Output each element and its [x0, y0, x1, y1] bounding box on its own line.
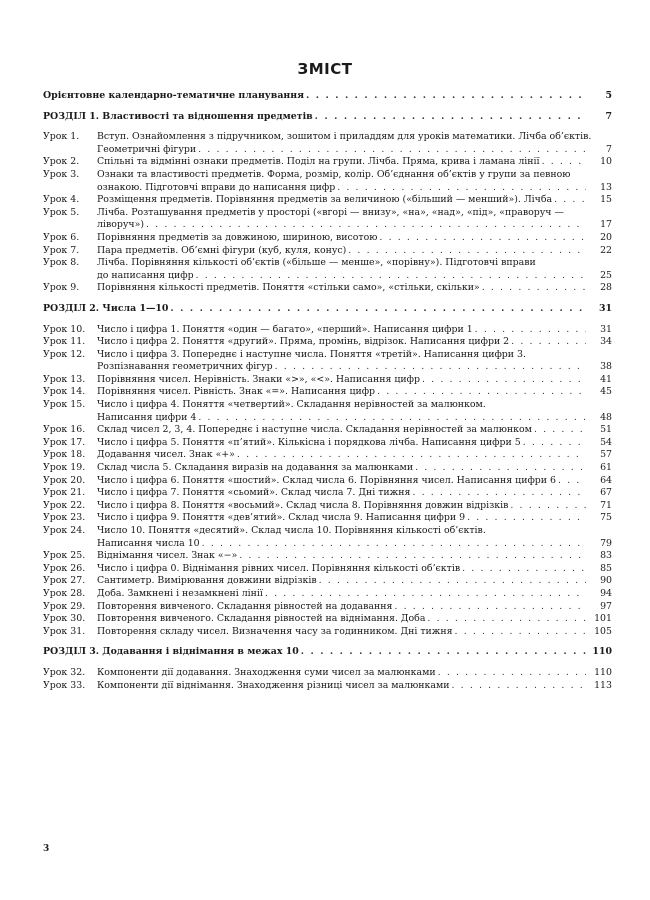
section-heading — [43, 646, 612, 659]
entry-title-line: Сантиметр. Вимірювання довжини відрізків — [97, 575, 317, 587]
section-heading — [43, 111, 612, 124]
toc-entry — [43, 613, 612, 626]
dot-leader — [542, 156, 586, 169]
entry-title-line: РОЗДІЛ 1. Властивості та відношення предметів — [43, 110, 313, 122]
toc-entry — [43, 475, 612, 488]
lesson-label: Урок 24. — [43, 525, 86, 536]
entry-page-number: 7 — [606, 143, 612, 155]
entry-title-line: Число і цифра 3. Попереднє і наступне числа. Поняття «третій». Написання цифри 3. — [97, 348, 526, 360]
lesson-label: Урок 30. — [43, 613, 86, 625]
lesson-label: Урок 26. — [43, 562, 86, 574]
entry-title-line: РОЗДІЛ 2. Числа 1—10 — [43, 302, 169, 314]
lesson-label: Урок 20. — [43, 474, 86, 486]
lesson-label: Урок 32. — [43, 666, 86, 678]
toc-entry — [43, 324, 612, 337]
entry-title-line: Число і цифра 2. Поняття «другий». Пряма, промінь, відрізок. Написання цифри 2 — [97, 336, 510, 348]
dot-leader — [467, 512, 586, 525]
lesson-label: Урок 12. — [43, 348, 86, 360]
entry-page-number: 57 — [600, 449, 612, 461]
entry-title-line: Число і цифра 6. Поняття «шостий». Склад числа 6. Порівняння чисел. Написання цифри 6 — [97, 474, 556, 486]
entry-title-line: Доба. Замкнені і незамкнені лінії — [97, 587, 263, 599]
entry-title-line: Порівняння кількості предметів. Поняття «стільки само», «стільки, скільки» — [97, 282, 480, 294]
entry-page-number: 5 — [605, 90, 612, 101]
toc-entry — [43, 667, 612, 680]
lesson-label: Урок 19. — [43, 462, 86, 474]
lesson-label: Урок 1. — [43, 131, 80, 143]
page-number: 3 — [43, 844, 50, 854]
entry-page-number: 38 — [600, 361, 612, 373]
toc-entry — [43, 588, 612, 601]
toc-entry — [43, 207, 612, 232]
dot-leader — [554, 194, 586, 207]
entry-title-line: Число і цифра 1. Поняття «один — багато», «перший». Написання цифри 1 — [97, 323, 473, 335]
entry-title-line: ознакою. Підготовчі вправи до написання цифр — [97, 181, 336, 193]
entry-title-line: Спільні та відмінні ознаки предметів. Поділ на групи. Лічба. Пряма, крива і ламана лінії — [97, 156, 540, 168]
lesson-label: Урок 21. — [43, 487, 86, 499]
entry-page-number: 64 — [600, 474, 612, 486]
entry-title-line: Число і цифра 0. Віднімання рівних чисел. Порівняння кількості об’єктів — [97, 562, 461, 574]
lesson-label: Урок 4. — [43, 194, 80, 206]
entry-page-number: 110 — [594, 666, 612, 678]
dot-leader — [511, 336, 586, 349]
dot-leader — [510, 500, 586, 513]
toc-entry — [43, 563, 612, 576]
entry-title-line: Повторення вивченого. Складання рівностей на віднімання. Доба — [97, 613, 426, 625]
entry-page-number: 97 — [600, 600, 612, 612]
lesson-label: Урок 3. — [43, 168, 80, 180]
entry-page-number: 83 — [600, 550, 612, 562]
entry-title-line: Лічба. Розташування предметів у просторі («вгорі — внизу», «на», «над», «під», «праворуч — — [97, 206, 564, 218]
toc-entry — [43, 550, 612, 563]
entry-page-number: 17 — [600, 219, 612, 231]
lesson-label: Урок 2. — [43, 156, 80, 168]
entry-title-line: Компоненти дії додавання. Знаходження суми чисел за малюнками — [97, 666, 436, 678]
lesson-label: Урок 10. — [43, 323, 86, 335]
dot-leader — [170, 303, 586, 316]
section-heading — [43, 303, 612, 316]
dot-leader — [475, 324, 586, 337]
toc-entry — [43, 462, 612, 475]
dot-leader — [438, 667, 586, 680]
entry-title-line: Ознаки та властивості предметів. Форма, розмір, колір. Об’єднання об’єктів у групи за певною — [97, 168, 571, 180]
lesson-label: Урок 17. — [43, 436, 86, 448]
toc-entry — [43, 232, 612, 245]
toc-entry — [43, 500, 612, 513]
dot-leader — [198, 412, 586, 425]
dot-leader — [452, 680, 586, 693]
entry-title-line: Склад чисел 2, 3, 4. Попереднє і наступне числа. Складання нерівностей за малюнком — [97, 424, 532, 436]
lesson-label: Урок 7. — [43, 244, 80, 256]
entry-page-number: 13 — [600, 181, 612, 193]
toc-entry — [43, 399, 612, 424]
page-title: ЗМІСТ — [297, 60, 353, 78]
toc-entry — [43, 194, 612, 207]
entry-title-line: Додавання чисел. Знак «+» — [97, 449, 235, 461]
lesson-label: Урок 22. — [43, 499, 86, 511]
toc-entry — [43, 575, 612, 588]
entry-page-number: 54 — [600, 436, 612, 448]
entry-title-line: Орієнтовне календарно-тематичне планування — [43, 90, 305, 101]
entry-page-number: 61 — [600, 462, 612, 474]
toc-entry — [43, 449, 612, 462]
entry-page-number: 85 — [600, 562, 612, 574]
dot-leader — [455, 626, 586, 639]
dot-leader — [146, 219, 586, 232]
toc-entry — [43, 349, 612, 374]
dot-leader — [319, 575, 586, 588]
dot-leader — [377, 386, 586, 399]
dot-leader — [198, 144, 586, 157]
lesson-label: Урок 13. — [43, 373, 86, 385]
toc-entry — [43, 437, 612, 450]
toc-entry — [43, 169, 612, 194]
entry-title-line: Порівняння чисел. Рівність. Знак «=». Написання цифр — [97, 386, 376, 398]
entry-title-line: до написання цифр — [97, 269, 194, 281]
entry-title-line: Порівняння предметів за довжиною, шириною, висотою — [97, 231, 378, 243]
dot-leader — [462, 563, 586, 576]
entry-title-line: Повторення складу чисел. Визначення часу за годинником. Дні тижня — [97, 625, 453, 637]
entry-title-line: Геометричні фігури — [97, 143, 197, 155]
lesson-label: Урок 18. — [43, 449, 86, 461]
entry-page-number: 105 — [594, 625, 612, 637]
entry-page-number: 7 — [605, 110, 612, 122]
toc-entry — [43, 601, 612, 614]
entry-title-line: Написання цифри 4 — [97, 411, 197, 423]
lesson-label: Урок 27. — [43, 575, 86, 587]
entry-page-number: 113 — [594, 679, 612, 691]
toc-entry — [43, 626, 612, 639]
entry-title-line: Пара предметів. Об’ємні фігури (куб, куля, конус) — [97, 244, 347, 256]
dot-leader — [237, 449, 586, 462]
lesson-label: Урок 9. — [43, 282, 80, 294]
dot-leader — [394, 601, 586, 614]
entry-page-number: 41 — [600, 373, 612, 385]
entry-page-number: 34 — [600, 336, 612, 348]
dot-leader — [315, 111, 586, 124]
entry-title-line: Число і цифра 4. Поняття «четвертий». Складання нерівностей за малюнком. — [97, 399, 486, 411]
entry-page-number: 51 — [600, 424, 612, 436]
dot-leader — [422, 374, 586, 387]
entry-title-line: Повторення вивченого. Складання рівностей на додавання — [97, 600, 393, 612]
entry-page-number: 20 — [600, 231, 612, 243]
dot-leader — [534, 424, 586, 437]
toc-entry — [43, 680, 612, 693]
entry-page-number: 110 — [592, 646, 612, 658]
dot-leader — [337, 182, 586, 195]
entry-page-number: 71 — [600, 499, 612, 511]
entry-title-line: Число і цифра 7. Поняття «сьомий». Склад числа 7. Дні тижня — [97, 487, 411, 499]
lesson-label: Урок 29. — [43, 600, 86, 612]
toc-entry — [43, 336, 612, 349]
lesson-label: Урок 33. — [43, 679, 86, 691]
dot-leader — [482, 282, 586, 295]
entry-title-line: Віднімання чисел. Знак «−» — [97, 550, 238, 562]
section-heading — [43, 90, 612, 103]
entry-title-line: Написання числа 10 — [97, 537, 200, 549]
toc-entry — [43, 257, 612, 282]
dot-leader — [239, 550, 586, 563]
entry-page-number: 48 — [600, 411, 612, 423]
toc-entry — [43, 525, 612, 550]
dot-leader — [558, 475, 586, 488]
dot-leader — [379, 232, 586, 245]
toc-entry — [43, 487, 612, 500]
toc-entry — [43, 512, 612, 525]
entry-title-line: Число 10. Поняття «десятий». Склад числа 10. Порівняння кількості об’єктів. — [97, 525, 486, 536]
entry-title-line: Розміщення предметів. Порівняння предметів за величиною («більший — менший»). Лічба — [97, 194, 553, 206]
entry-title-line: Число і цифра 8. Поняття «восьмий». Склад числа 8. Порівняння довжин відрізків — [97, 499, 509, 511]
entry-title-line: Порівняння чисел. Нерівність. Знаки «>», «<». Написання цифр — [97, 373, 421, 385]
dot-leader — [306, 90, 586, 103]
lesson-label: Урок 14. — [43, 386, 86, 398]
dot-leader — [265, 588, 586, 601]
table-of-contents — [43, 90, 612, 692]
dot-leader — [348, 245, 586, 258]
entry-page-number: 79 — [600, 537, 612, 549]
entry-title-line: РОЗДІЛ 3. Додавання і віднімання в межах 10 — [43, 646, 299, 658]
entry-title-line: Компоненти дії віднімання. Знаходження різниці чисел за малюнками — [97, 679, 450, 691]
lesson-label: Урок 6. — [43, 231, 80, 243]
entry-title-line: Склад числа 5. Складання виразів на додавання за малюнками — [97, 462, 414, 474]
lesson-label: Урок 28. — [43, 587, 86, 599]
entry-page-number: 28 — [600, 282, 612, 294]
entry-page-number: 45 — [600, 386, 612, 398]
entry-page-number: 31 — [600, 323, 612, 335]
dot-leader — [301, 646, 586, 659]
dot-leader — [412, 487, 586, 500]
entry-title-line: Число і цифра 5. Поняття «п’ятий». Кількісна і порядкова лічба. Написання цифри 5 — [97, 436, 521, 448]
entry-page-number: 67 — [600, 487, 612, 499]
entry-title-line: ліворуч») — [97, 219, 144, 231]
entry-title-line: Лічба. Порівняння кількості об’єктів («більше — менше», «порівну»). Підготовчі вправи — [97, 257, 536, 269]
lesson-label: Урок 31. — [43, 625, 86, 637]
dot-leader — [523, 437, 586, 450]
entry-title-line: Розпізнавання геометричних фігур — [97, 361, 273, 373]
dot-leader — [196, 270, 586, 283]
entry-page-number: 22 — [600, 244, 612, 256]
entry-page-number: 25 — [600, 269, 612, 281]
dot-leader — [415, 462, 586, 475]
entry-page-number: 31 — [598, 302, 612, 314]
toc-entry — [43, 131, 612, 156]
lesson-label: Урок 23. — [43, 512, 86, 524]
toc-entry — [43, 424, 612, 437]
lesson-label: Урок 11. — [43, 336, 86, 348]
entry-page-number: 94 — [600, 587, 612, 599]
lesson-label: Урок 16. — [43, 424, 86, 436]
dot-leader — [275, 361, 586, 374]
lesson-label: Урок 25. — [43, 550, 86, 562]
entry-title-line: Вступ. Ознайомлення з підручником, зошитом і приладдям для уроків математики. Лічба об’єктів. — [97, 131, 592, 143]
lesson-label: Урок 15. — [43, 399, 86, 411]
entry-page-number: 75 — [600, 512, 612, 524]
toc-entry — [43, 156, 612, 169]
lesson-label: Урок 8. — [43, 257, 80, 269]
dot-leader — [427, 613, 586, 626]
toc-entry — [43, 386, 612, 399]
entry-page-number: 101 — [594, 613, 612, 625]
entry-page-number: 15 — [600, 194, 612, 206]
entry-page-number: 10 — [600, 156, 612, 168]
dot-leader — [202, 538, 586, 551]
toc-entry — [43, 282, 612, 295]
toc-entry — [43, 245, 612, 258]
entry-page-number: 90 — [600, 575, 612, 587]
toc-entry — [43, 374, 612, 387]
entry-title-line: Число і цифра 9. Поняття «дев’ятий». Склад числа 9. Написання цифри 9 — [97, 512, 466, 524]
lesson-label: Урок 5. — [43, 206, 80, 218]
